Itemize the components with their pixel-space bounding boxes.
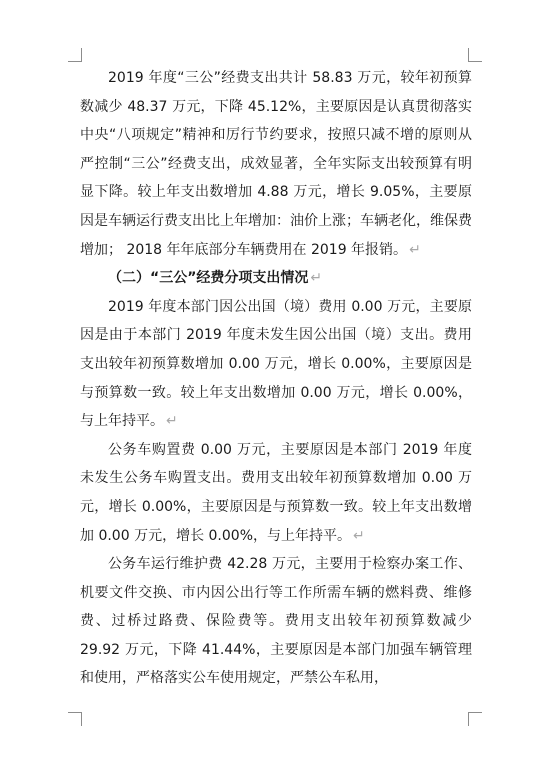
paragraph-vehicle-operation — [80, 550, 472, 693]
paragraph-vehicle-operation-text: 公务车运行维护费 42.28 万元，主要用于检察办案工作、机要文件交换、市内因公出行等工作所需车辆的燃料费、维修费、过桥过路费、保险费等。费用支出较年初预算数减少 29.92 万元，下降 41.44%，主要原因是本部门加强车辆管理和使用，严格落实公车使用规定，严禁公车私用， — [80, 556, 472, 687]
paragraph-mark-icon: ↵ — [353, 527, 365, 544]
document-body[interactable] — [80, 64, 472, 693]
paragraph-overseas-text: 2019 年度本部门因公出国（境）费用 0.00 万元，主要原因是由于本部门 2019 年度未发生因公出国（境）支出。费用支出较年初预算数增加 0.00 万元，增长 0.00%，主要原因是与预算数一致。较上年支出数增加 0.00 万元，增长 0.00%，与上年持平。 — [80, 298, 472, 430]
section-heading-text: （二）“三公”经费分项支出情况 — [108, 270, 309, 287]
paragraph-vehicle-purchase-text: 公务车购置费 0.00 万元，主要原因是本部门 2019 年度未发生公务车购置支出。费用支出较年初预算数增加 0.00 万元，增长 0.00%，主要原因是与预算数一致。较上年支出数增加 0.00 万元，增长 0.00%，与上年持平。 — [80, 441, 472, 544]
section-heading — [80, 264, 472, 293]
paragraph-mark-icon: ↵ — [409, 241, 421, 258]
crop-mark-top-right — [468, 48, 482, 62]
paragraph-summary — [80, 64, 472, 264]
paragraph-overseas — [80, 293, 472, 436]
paragraph-mark-icon: ↵ — [166, 413, 178, 430]
paragraph-summary-text: 2019 年度“三公”经费支出共计 58.83 万元，较年初预算数减少 48.37 万元，下降 45.12%，主要原因是认真贯彻落实中央“八项规定”精神和厉行节约要求，按照只减不增的原则从严控制“三公”经费支出，成效显著，全年实际支出较预算有明显下降。较上年支出数增加 4.88 万元，增长 9.05%，主要原因是车辆运行费支出比上年增加：油价上涨；车辆老化，维保费增加； 2018 年年底部分车辆费用在 2019 年报销。 — [80, 70, 472, 258]
paragraph-vehicle-purchase — [80, 436, 472, 550]
crop-mark-bottom-left — [68, 712, 82, 726]
paragraph-mark-icon: ↵ — [310, 270, 323, 287]
crop-mark-top-left — [68, 48, 82, 62]
crop-mark-bottom-right — [468, 712, 482, 726]
